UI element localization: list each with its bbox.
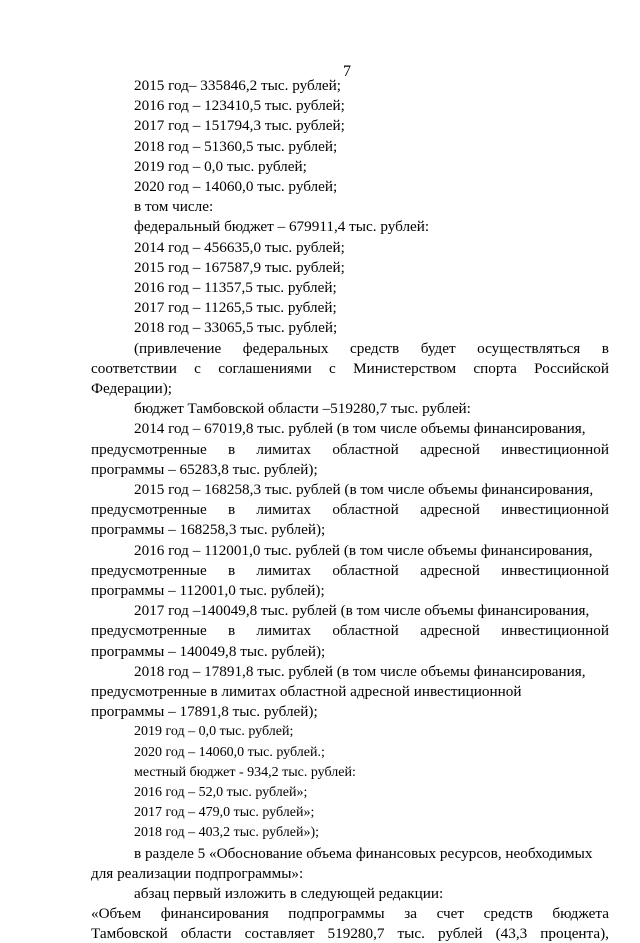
text-line: 2017 год – 479,0 тыс. рублей»; (134, 805, 315, 821)
text-line: 2015 год– 335846,2 тыс. рублей; (134, 77, 342, 94)
text-line: федеральный бюджет – 679911,4 тыс. рублей: (134, 218, 430, 236)
text-line: Федерации); (91, 380, 173, 397)
justified-line: предусмотренные в лимитах областной адресной инвестиционной (91, 622, 609, 640)
text-line: 2018 год – 51360,5 тыс. рублей; (134, 137, 338, 155)
text-line: 2018 год – 403,2 тыс. рублей»); (134, 825, 320, 841)
text-line: 2020 год – 14060,0 тыс. рублей.; (134, 744, 325, 760)
justified-line: (привлечение федеральных средств будет осуществляться в (134, 339, 609, 357)
text-line: 2019 год – 0,0 тыс. рублей; (134, 157, 307, 175)
text-line: 2018 год – 33065,5 тыс. рублей; (134, 319, 338, 337)
text-line: 2017 год – 11265,5 тыс. рублей; (134, 299, 337, 317)
justified-line: предусмотренные в лимитах областной адресной инвестиционной (91, 440, 609, 458)
text-line: программы – 112001,0 тыс. рублей); (91, 582, 325, 599)
text-line: 2015 год – 168258,3 тыс. рублей (в том числе объемы финансирования, (134, 481, 594, 498)
text-line: 2017 год – 151794,3 тыс. рублей; (134, 117, 345, 135)
text-line: 2020 год – 14060,0 тыс. рублей; (134, 178, 338, 195)
text-line: в разделе 5 «Обоснование объема финансовых ресурсов, необходимых (134, 844, 593, 862)
text-line: местный бюджет - 934,2 тыс. рублей: (134, 764, 356, 780)
text-line: 2017 год –140049,8 тыс. рублей (в том числе объемы финансирования, (134, 602, 590, 620)
text-line: программы – 65283,8 тыс. рублей); (91, 460, 318, 478)
text-line: 2016 год – 11357,5 тыс. рублей; (134, 279, 337, 296)
text-line: 2016 год – 123410,5 тыс. рублей; (134, 97, 345, 115)
justified-line: предусмотренные в лимитах областной адресной инвестиционной (91, 561, 609, 579)
justified-line: соответствии с соглашениями с Министерством спорта Российской (91, 359, 609, 377)
text-line: 2018 год – 17891,8 тыс. рублей (в том числе объемы финансирования, (134, 662, 586, 680)
text-line: 2014 год – 456635,0 тыс. рублей; (134, 238, 345, 256)
text-line: программы – 168258,3 тыс. рублей); (91, 521, 326, 539)
justified-line: «Объем финансирования подпрограммы за счет средств бюджета (91, 905, 609, 923)
text-line: в том числе: (134, 198, 214, 216)
text-line: для реализации подпрограммы»: (91, 864, 304, 882)
text-line: программы – 140049,8 тыс. рублей); (91, 642, 326, 660)
page-number: 7 (343, 63, 351, 80)
justified-line: Тамбовской области составляет 519280,7 тыс. рублей (43,3 процента), (91, 925, 609, 943)
text-line: программы – 17891,8 тыс. рублей); (91, 703, 318, 721)
text-line: 2015 год – 167587,9 тыс. рублей; (134, 258, 345, 276)
text-line: 2014 год – 67019,8 тыс. рублей (в том числе объемы финансирования, (134, 420, 586, 438)
text-line: предусмотренные в лимитах областной адресной инвестиционной (91, 683, 522, 700)
text-line: бюджет Тамбовской области –519280,7 тыс. рублей: (134, 400, 471, 418)
justified-line: предусмотренные в лимитах областной адресной инвестиционной (91, 501, 609, 519)
text-line: абзац первый изложить в следующей редакции: (134, 885, 444, 902)
text-line: 2016 год – 52,0 тыс. рублей»; (134, 785, 308, 800)
text-line: 2016 год – 112001,0 тыс. рублей (в том числе объемы финансирования, (134, 541, 593, 559)
text-line: 2019 год – 0,0 тыс. рублей; (134, 724, 294, 740)
